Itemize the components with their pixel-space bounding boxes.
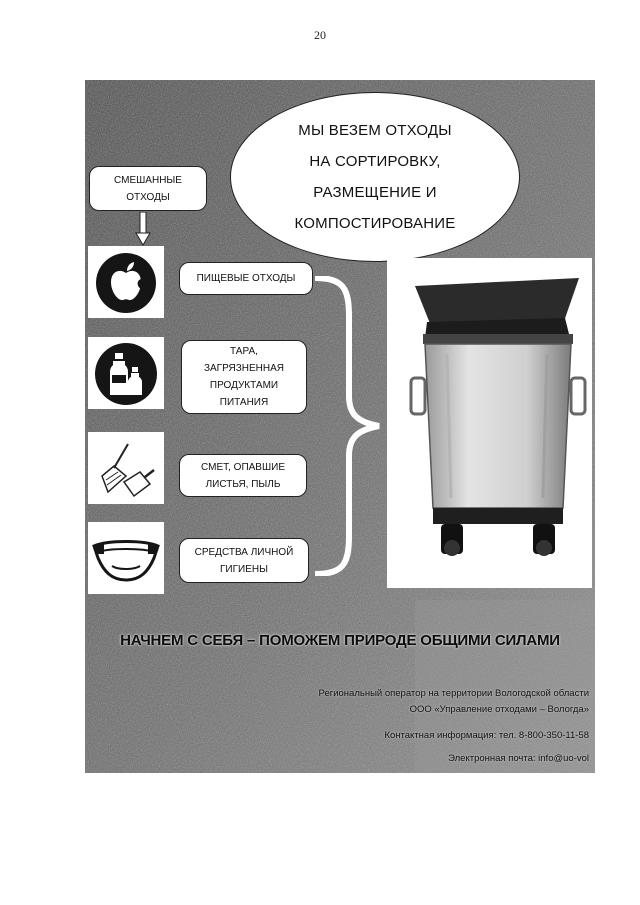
apple-icon	[88, 246, 164, 318]
category-food-waste: ПИЩЕВЫЕ ОТХОДЫ	[179, 262, 313, 295]
diaper-tile	[88, 522, 164, 594]
broom-dustpan-icon	[88, 432, 164, 504]
headline-line-4: КОМПОСТИРОВАНИЕ	[294, 215, 456, 232]
footer-phone: Контактная информация: тел. 8-800-350-11-58	[384, 730, 589, 741]
apple-tile	[88, 246, 164, 318]
footer-email: Электронная почта: info@uo-vol	[448, 753, 589, 764]
headline-line-2: НА СОРТИРОВКУ,	[309, 153, 441, 170]
headline-line-1: МЫ ВЕЗЕМ ОТХОДЫ	[298, 122, 452, 139]
footer-operator: Региональный оператор на территории Вологодской области	[318, 688, 589, 699]
footer-company: ООО «Управление отходами – Вологда»	[409, 704, 589, 715]
bottles-tile	[88, 337, 164, 409]
waste-container-icon	[387, 258, 592, 588]
curly-brace	[313, 276, 383, 576]
poster	[85, 80, 595, 773]
mixed-waste-box: СМЕШАННЫЕ ОТХОДЫ	[89, 166, 207, 211]
container-image	[387, 258, 592, 588]
category-sweepings: СМЕТ, ОПАВШИЕ ЛИСТЬЯ, ПЫЛЬ	[179, 454, 307, 497]
broom-tile	[88, 432, 164, 504]
category-hygiene: СРЕДСТВА ЛИЧНОЙ ГИГИЕНЫ	[179, 538, 309, 583]
page-number: 20	[314, 28, 326, 42]
bottles-icon	[88, 337, 164, 409]
down-arrow-icon	[135, 212, 151, 246]
category-food-containers: ТАРА, ЗАГРЯЗНЕННАЯ ПРОДУКТАМИ ПИТАНИЯ	[181, 340, 307, 414]
headline-line-3: РАЗМЕЩЕНИЕ И	[313, 184, 437, 201]
slogan: НАЧНЕМ С СЕБЯ – ПОМОЖЕМ ПРИРОДЕ ОБЩИМИ СИЛАМИ	[120, 632, 560, 649]
diaper-icon	[88, 522, 164, 594]
headline-oval	[230, 92, 520, 262]
